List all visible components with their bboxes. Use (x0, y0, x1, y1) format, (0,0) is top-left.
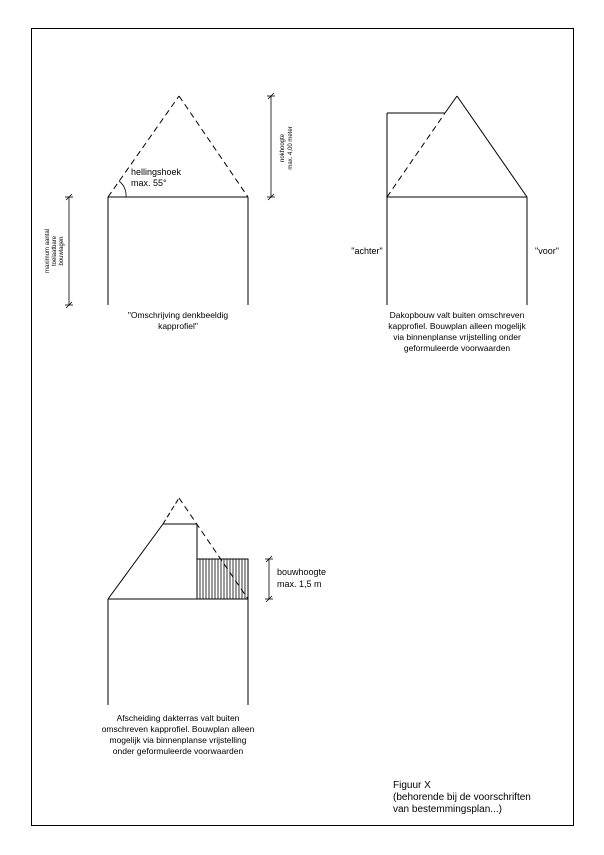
floors-label-2: toelaatbare (52, 235, 58, 267)
caption-roof-terrace (84, 713, 272, 757)
caption-line: geformuleerde voorwaarden (403, 343, 511, 353)
imaginary-roof-profile (108, 96, 248, 197)
caption-line: kapprofiel. Bouwplan alleen mogelijk (388, 321, 526, 331)
floors-dimension (65, 194, 73, 308)
imaginary-roof-profile (179, 498, 248, 599)
figure-title: Figuur X (393, 780, 431, 791)
angle-value: max. 55° (131, 178, 167, 188)
ridge-height-dimension (267, 93, 275, 200)
house-walls (108, 599, 248, 705)
caption-line: "Omschrijving denkbeeldig (127, 310, 229, 320)
terrace-railing (197, 559, 248, 599)
angle-arc (119, 181, 126, 197)
caption-line: omschreven kapprofiel. Bouwplan alleen (101, 724, 255, 734)
angle-label: hellingshoek (131, 167, 182, 177)
ridge-height-value: max. 4,00 meter (288, 126, 294, 170)
figure-label (393, 780, 531, 816)
front-label: "voor" (535, 246, 559, 256)
caption-line: via binnenplanse vrijstelling onder (393, 332, 521, 342)
roof-with-terrace (108, 524, 197, 599)
diagram-roof-profile (45, 93, 294, 308)
building-height-label: bouwhoogte (277, 567, 327, 577)
imaginary-rear-slope (387, 113, 445, 197)
caption-line: kapprofiel" (158, 321, 198, 331)
caption-line: Dakopbouw valt buiten omschreven (389, 310, 525, 320)
front-roof-slope (457, 96, 527, 197)
imaginary-roof-profile (163, 498, 179, 524)
caption-line: mogelijk via binnenplanse vrijstelling (109, 735, 247, 745)
figure-subtitle: van bestemmingsplan...) (393, 804, 502, 815)
building-height-value: max. 1,5 m (277, 579, 322, 589)
caption-dormer (362, 310, 552, 354)
diagram-dormer (351, 96, 559, 305)
figure-subtitle: (behorende bij de voorschriften (393, 792, 531, 803)
house-walls (108, 197, 248, 305)
house-walls (387, 197, 527, 305)
caption-line: onder geformuleerde voorwaarden (112, 746, 244, 756)
ridge-height-label: nokhoogte (280, 133, 286, 163)
rear-label: "achter" (351, 246, 383, 256)
caption-roof-profile (98, 310, 258, 332)
caption-line: Afscheiding dakterras valt buiten (116, 713, 240, 723)
diagram-roof-terrace (108, 498, 326, 705)
floors-label-3: bouwlagen (59, 236, 65, 266)
building-height-dimension (265, 556, 273, 602)
floors-label-1: maximum aantal (45, 228, 51, 274)
